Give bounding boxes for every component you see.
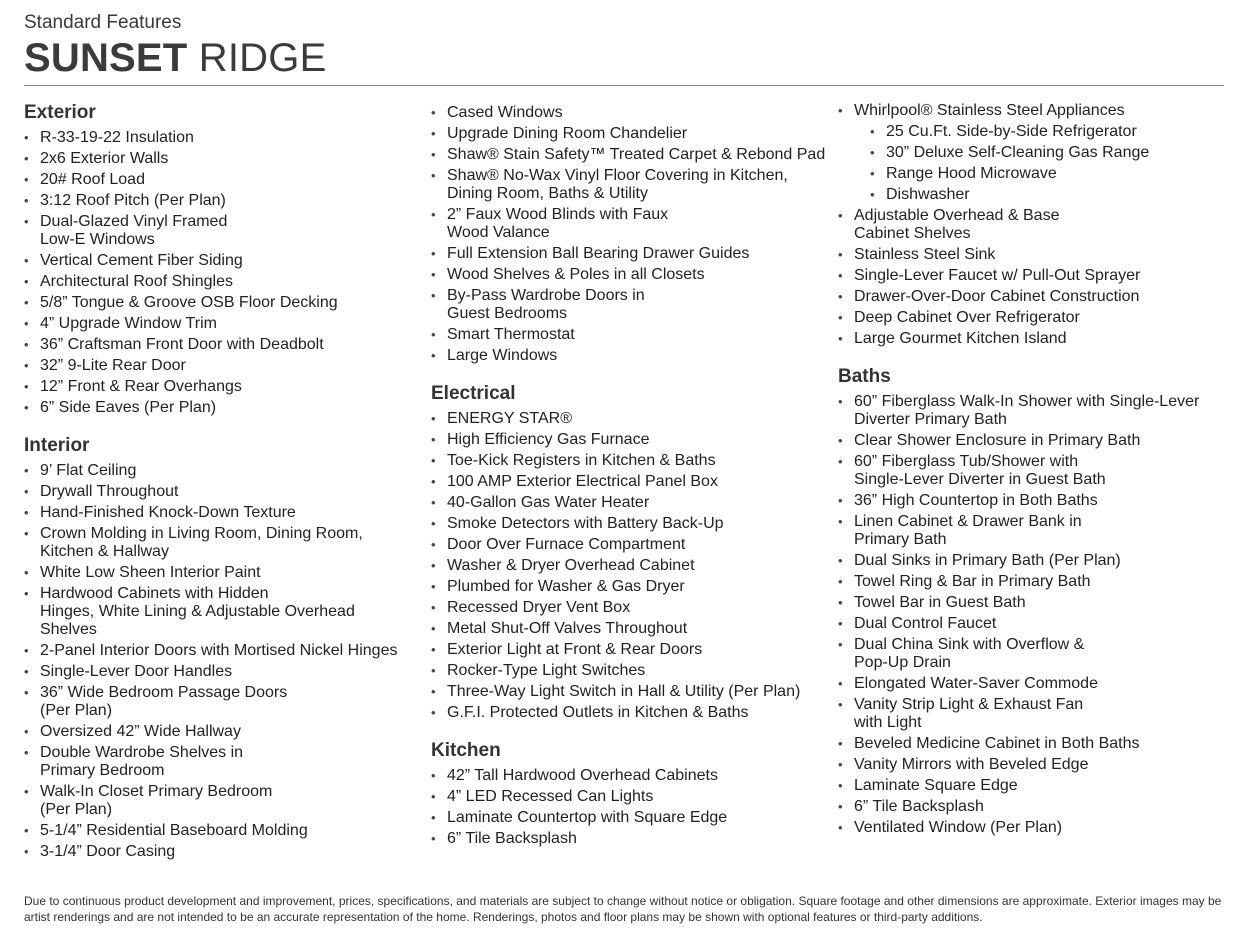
list-item: • 40-Gallon Gas Water Heater [431,494,827,512]
list-item: • Towel Bar in Guest Bath [838,594,1228,612]
sub-list-item: • 30” Deluxe Self-Cleaning Gas Range [838,144,1228,162]
feature-list-electrical [431,410,827,722]
list-item: • Hardwood Cabinets with Hidden Hinges, White Lining & Adjustable Overhead Shelves [24,585,420,639]
list-item: • Wood Shelves & Poles in all Closets [431,266,827,284]
list-item: • Ventilated Window (Per Plan) [838,819,1228,837]
list-item: • 20# Roof Load [24,171,420,189]
page-subtitle: Standard Features [24,12,182,33]
title-bold: SUNSET [24,36,188,80]
list-item: • Cased Windows [431,104,827,122]
list-item: • Exterior Light at Front & Rear Doors [431,641,827,659]
list-item: • Vanity Mirrors with Beveled Edge [838,756,1228,774]
feature-list-interior-continued [431,104,827,365]
section-exterior [24,102,420,417]
column-3 [838,102,1228,840]
list-item: • Washer & Dryer Overhead Cabinet [431,557,827,575]
feature-list-kitchen-continued [838,102,1228,204]
list-item: • Dual-Glazed Vinyl Framed Low-E Windows [24,213,420,249]
section-title-kitchen: Kitchen [431,740,501,761]
list-item: • Single-Lever Door Handles [24,663,420,681]
list-item: • Double Wardrobe Shelves in Primary Bedroom [24,744,420,780]
list-item: • 5-1/4” Residential Baseboard Molding [24,822,420,840]
feature-list-baths [838,393,1228,837]
list-item: • Dual China Sink with Overflow & Pop-Up Drain [838,636,1228,672]
column-2 [431,102,827,851]
list-item: • Elongated Water-Saver Commode [838,675,1228,693]
disclaimer-text: Due to continuous product development and improvement, prices, specifications, and materials are subject to change without notice or obligation. Square footage and other dimensions are approximate. Exterior images may be artist renderings and are not intended to be an accurate representation of the home. Renderings, photos and floor plans may be shown with optional features or third-party additions. [24,894,1222,924]
list-item: • Walk-In Closet Primary Bedroom (Per Plan) [24,783,420,819]
list-item: • 5/8” Tongue & Groove OSB Floor Decking [24,294,420,312]
list-item: • Door Over Furnace Compartment [431,536,827,554]
list-item: • Vertical Cement Fiber Siding [24,252,420,270]
page-title [24,35,1224,81]
list-item: • Upgrade Dining Room Chandelier [431,125,827,143]
section-electrical [431,383,827,722]
list-item-appliances: • Whirlpool® Stainless Steel Appliances [838,102,1228,120]
list-item: • 36” High Countertop in Both Baths [838,492,1228,510]
list-item: • Recessed Dryer Vent Box [431,599,827,617]
list-item: • Towel Ring & Bar in Primary Bath [838,573,1228,591]
list-item: • Hand-Finished Knock-Down Texture [24,504,420,522]
list-item: • Smart Thermostat [431,326,827,344]
list-item: • Clear Shower Enclosure in Primary Bath [838,432,1228,450]
list-item: • 12” Front & Rear Overhangs [24,378,420,396]
list-item: • High Efficiency Gas Furnace [431,431,827,449]
list-item: • Three-Way Light Switch in Hall & Utility (Per Plan) [431,683,827,701]
list-item: • Drawer-Over-Door Cabinet Construction [838,288,1228,306]
list-item: • Dual Control Faucet [838,615,1228,633]
list-item: • 36” Craftsman Front Door with Deadbolt [24,336,420,354]
list-item: • Rocker-Type Light Switches [431,662,827,680]
list-item: • 3:12 Roof Pitch (Per Plan) [24,192,420,210]
section-kitchen [431,740,827,848]
list-item: • Deep Cabinet Over Refrigerator [838,309,1228,327]
sub-list-item: • Dishwasher [838,186,1228,204]
section-title-exterior: Exterior [24,102,96,123]
feature-list-exterior [24,129,420,417]
list-item: • Full Extension Ball Bearing Drawer Guides [431,245,827,263]
list-item: • 3-1/4” Door Casing [24,843,420,861]
list-item: • 6” Tile Backsplash [431,830,827,848]
list-item: • Large Gourmet Kitchen Island [838,330,1228,348]
section-title-interior: Interior [24,435,90,456]
section-title-baths: Baths [838,366,891,387]
list-item: • Dual Sinks in Primary Bath (Per Plan) [838,552,1228,570]
list-item: • Oversized 42” Wide Hallway [24,723,420,741]
list-item: • Smoke Detectors with Battery Back-Up [431,515,827,533]
section-title-electrical: Electrical [431,383,516,404]
list-item: • Metal Shut-Off Valves Throughout [431,620,827,638]
list-item: • 36” Wide Bedroom Passage Doors (Per Plan) [24,684,420,720]
sub-list-item: • Range Hood Microwave [838,165,1228,183]
list-item: • Drywall Throughout [24,483,420,501]
feature-list-kitchen [431,767,827,848]
feature-list-kitchen-more [838,207,1228,348]
list-item: • Beveled Medicine Cabinet in Both Baths [838,735,1228,753]
list-item: • 32” 9-Lite Rear Door [24,357,420,375]
list-item: • Shaw® Stain Safety™ Treated Carpet & Rebond Pad [431,146,827,164]
list-item: • Stainless Steel Sink [838,246,1228,264]
section-baths [838,366,1228,837]
section-kitchen-continued [838,102,1228,348]
list-item: • ENERGY STAR® [431,410,827,428]
feature-list-interior [24,462,420,861]
list-item: • By-Pass Wardrobe Doors in Guest Bedrooms [431,287,827,323]
sub-list-item: • 25 Cu.Ft. Side-by-Side Refrigerator [838,123,1228,141]
list-item: • 9’ Flat Ceiling [24,462,420,480]
section-interior [24,435,420,861]
column-1 [24,102,420,864]
list-item: • Single-Lever Faucet w/ Pull-Out Sprayer [838,267,1228,285]
list-item: • Large Windows [431,347,827,365]
list-item: • White Low Sheen Interior Paint [24,564,420,582]
section-interior-continued [431,104,827,365]
list-item: • Linen Cabinet & Drawer Bank in Primary Bath [838,513,1228,549]
list-item: • 42” Tall Hardwood Overhead Cabinets [431,767,827,785]
list-item: • G.F.I. Protected Outlets in Kitchen & Baths [431,704,827,722]
list-item: • 2x6 Exterior Walls [24,150,420,168]
list-item: • 100 AMP Exterior Electrical Panel Box [431,473,827,491]
list-item: • 2-Panel Interior Doors with Mortised Nickel Hinges [24,642,420,660]
title-light: RIDGE [198,36,327,80]
list-item: • 60” Fiberglass Walk-In Shower with Single-Lever Diverter Primary Bath [838,393,1228,429]
list-item: • Shaw® No-Wax Vinyl Floor Covering in Kitchen, Dining Room, Baths & Utility [431,167,827,203]
list-item: • 60” Fiberglass Tub/Shower with Single-Lever Diverter in Guest Bath [838,453,1228,489]
list-item: • Plumbed for Washer & Gas Dryer [431,578,827,596]
list-item: • 2” Faux Wood Blinds with Faux Wood Valance [431,206,827,242]
list-item: • Laminate Countertop with Square Edge [431,809,827,827]
list-item: • 4” Upgrade Window Trim [24,315,420,333]
list-item: • 6” Tile Backsplash [838,798,1228,816]
header-divider [24,85,1224,86]
list-item: • 6” Side Eaves (Per Plan) [24,399,420,417]
list-item: • Architectural Roof Shingles [24,273,420,291]
list-item: • Laminate Square Edge [838,777,1228,795]
page-header [24,12,1224,81]
list-item: • Vanity Strip Light & Exhaust Fan with Light [838,696,1228,732]
list-item: • R-33-19-22 Insulation [24,129,420,147]
list-item: • Toe-Kick Registers in Kitchen & Baths [431,452,827,470]
list-item: • Adjustable Overhead & Base Cabinet Shelves [838,207,1228,243]
list-item: • Crown Molding in Living Room, Dining Room, Kitchen & Hallway [24,525,420,561]
list-item: • 4” LED Recessed Can Lights [431,788,827,806]
